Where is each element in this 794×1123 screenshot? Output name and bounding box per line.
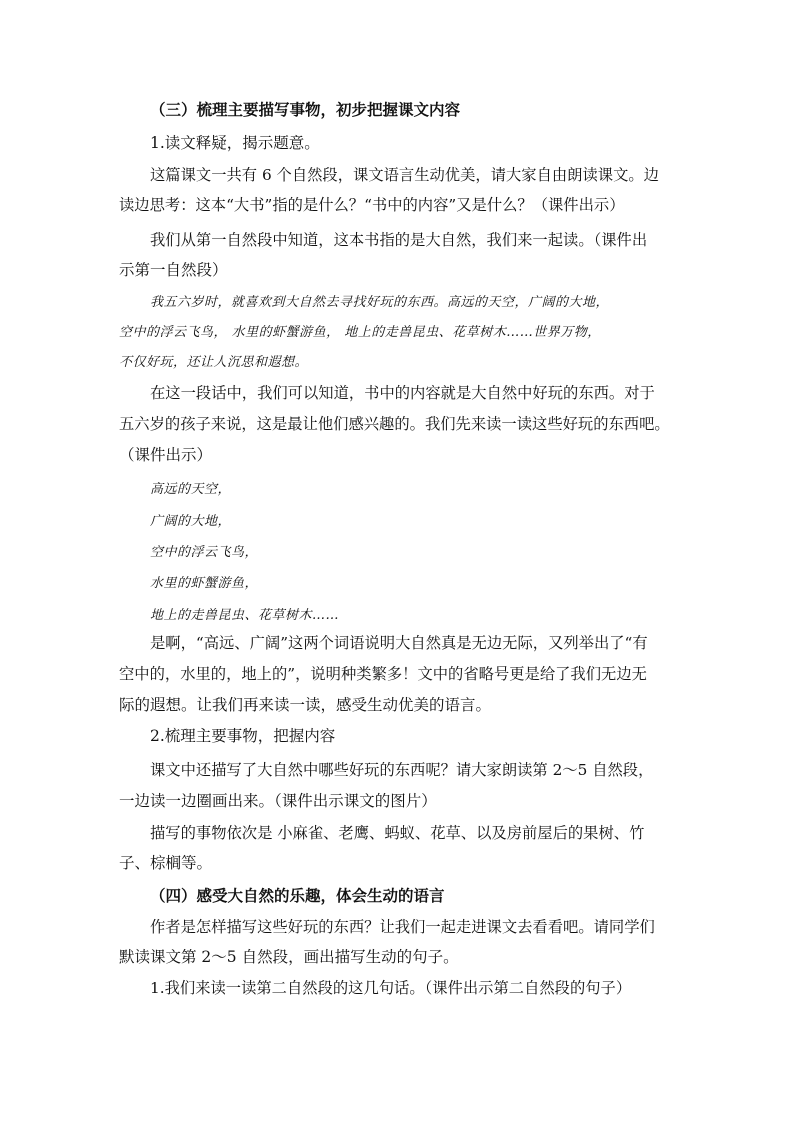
paragraph-line: 在这一段话中，我们可以知道，书中的内容就是大自然中好玩的东西。对于 [150,384,655,402]
list-item: 高远的天空， [150,482,232,497]
paragraph-line: （课件出示） [119,446,213,464]
quote-line: 不仅好玩，还让人沉思和遐想。 [119,355,309,370]
paragraph-line: 这篇课文一共有 6 个自然段，课文语言生动优美，请大家自由朗读课文。边 [150,166,659,184]
paragraph-line: 课文中还描写了大自然中哪些好玩的东西呢？请大家朗读第 2～5 自然段， [150,761,654,779]
paragraph-line: 一边读一边圈画出来。（课件出示课文的图片） [119,792,437,810]
quote-line: 空中的浮云飞鸟， 水里的虾蟹游鱼， 地上的走兽昆虫、花草树木……世界万物， [119,325,601,340]
paragraph-line: 我们从第一自然段中知道，这本书指的是大自然，我们来一起读。（课件出 [150,231,648,249]
step-heading: 1.我们来读一读第二自然段的这几句话。（课件出示第二自然段的句子） [150,979,632,997]
list-item: 水里的虾蟹游鱼， [150,576,259,591]
quote-line: 我五六岁时，就喜欢到大自然去寻找好玩的东西。高远的天空，广阔的大地， [150,295,610,310]
step-heading: 2.梳理主要事物，把握内容 [150,727,336,745]
list-item: 空中的浮云飞鸟， [150,545,259,560]
section-heading: （三）梳理主要描写事物，初步把握课文内容 [150,100,461,119]
list-item: 广阔的大地， [150,514,232,529]
paragraph-line: 子、棕榈等。 [119,854,213,872]
list-item: 地上的走兽昆虫、花草树木…… [150,608,340,623]
paragraph-line: 作者是怎样描写这些好玩的东西？让我们一起走进课文去看看吧。请同学们 [150,918,655,936]
paragraph-line: 示第一自然段） [119,261,228,279]
paragraph-line: 五六岁的孩子来说，这是最让他们感兴趣的。我们先来读一读这些好玩的东西吧。 [119,415,670,433]
paragraph-line: 描写的事物依次是 小麻雀、老鹰、蚂蚁、花草、以及房前屋后的果树、竹 [150,824,645,842]
step-heading: 1.读文释疑，揭示题意。 [150,134,320,152]
paragraph-line: 空中的，水里的，地上的”，说明种类繁多！文中的省略号更是给了我们无边无 [119,665,647,683]
paragraph-line: 默读课文第 2～5 自然段，画出描写生动的句子。 [119,948,459,966]
paragraph-line: 际的遐想。让我们再来读一读，感受生动优美的语言。 [119,696,492,714]
paragraph-line: 是啊，“高远、广阔”这两个词语说明大自然真是无边无际，又列举出了“有 [150,634,648,652]
section-heading: （四）感受大自然的乐趣，体会生动的语言 [150,886,445,905]
paragraph-line: 读边思考：这本“大书”指的是什么？“书中的内容”又是什么？（课件出示） [119,196,625,214]
